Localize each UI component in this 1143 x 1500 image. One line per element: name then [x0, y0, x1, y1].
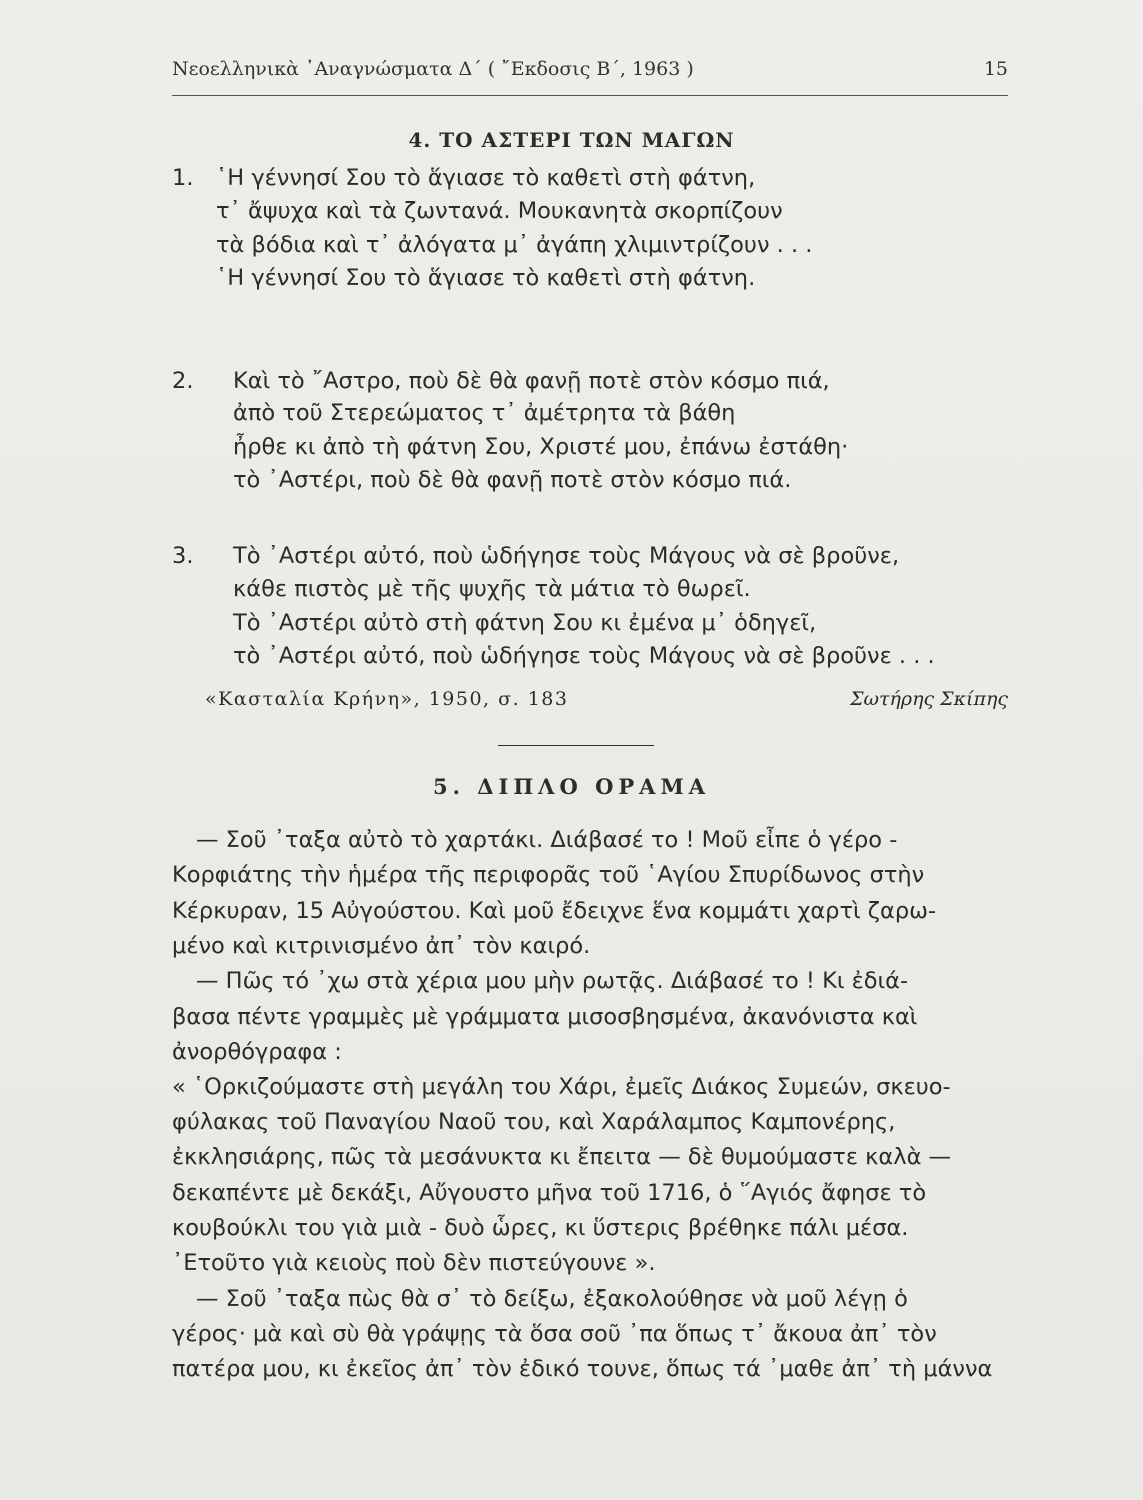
poem-line: ἀπὸ τοῦ Στερεώματος τ᾿ ἀμέτρητα τὰ βάθη [233, 400, 736, 426]
prose-line: μένο καὶ κιτρινισμένο ἀπ᾿ τὸν καιρό. [172, 933, 591, 959]
poem-line: τὸ ᾿Αστέρι αὐτό, ποὺ ὡδήγησε τοὺς Μάγους νὰ σὲ βροῦνε . . . [233, 643, 935, 669]
prose-line: Κορφιάτης τὴν ἡμέρα τῆς περιφορᾶς τοῦ ῾Αγίου Σπυρίδωνος στὴν [172, 862, 925, 888]
stanza-number: 1. [172, 165, 194, 191]
prose-line: φύλακας τοῦ Παναγίου Ναοῦ του, καὶ Χαράλαμπος Καμπονέρης, [172, 1109, 896, 1135]
story-title: 5. ΔΙΠΛΟ ΟΡΑΜΑ [433, 774, 710, 799]
poem-line: Τὸ ᾿Αστέρι αὐτό, ποὺ ὡδήγησε τοὺς Μάγους νὰ σὲ βροῦνε, [233, 543, 900, 569]
prose-line: πατέρα μου, κι ἐκεῖος ἀπ᾿ τὸν ἐδικό τουνε, ὅπως τά ᾿μαθε ἀπ᾿ τὴ μάννα [172, 1356, 993, 1382]
prose-line: « ῾Ορκιζούμαστε στὴ μεγάλη του Χάρι, ἐμεῖς Διάκος Συμεών, σκευο- [172, 1074, 951, 1100]
prose-line: ἀνορθόγραφα : [172, 1039, 342, 1065]
stanza-number: 2. [172, 368, 194, 394]
poem-line: κάθε πιστὸς μὲ τῆς ψυχῆς τὰ μάτια τὸ θωρεῖ. [233, 576, 751, 602]
prose-line: — Σοῦ ᾿ταξα πὼς θὰ σ᾿ τὸ δείξω, ἐξακολούθησε νὰ μοῦ λέγῃ ὁ [196, 1286, 908, 1312]
poem-line: Καὶ τὸ ῎Αστρο, ποὺ δὲ θὰ φανῇ ποτὲ στὸν κόσμο πιά, [233, 368, 830, 394]
poem-source: «Κασταλία Κρήνη», 1950, σ. 183 [205, 688, 569, 710]
poem-line: ἦρθε κι ἀπὸ τὴ φάτνη Σου, Χριστέ μου, ἐπάνω ἐστάθη· [233, 434, 849, 460]
prose-line: ἐκκλησιάρης, πῶς τὰ μεσάνυκτα κι ἔπειτα — δὲ θυμούμαστε καλὰ — [172, 1144, 952, 1170]
prose-line: κουβούκλι του γιὰ μιὰ - δυὸ ὧρες, κι ὕστερις βρέθηκε πάλι μέσα. [172, 1215, 909, 1241]
poem-line: ῾Η γέννησί Σου τὸ ἅγιασε τὸ καθετὶ στὴ φάτνη, [216, 165, 756, 191]
prose-line: δεκαπέντε μὲ δεκάξι, Αὔγουστο μῆνα τοῦ 1716, ὁ ῞Αγιός ἄφησε τὸ [172, 1180, 927, 1206]
stanza-number: 3. [172, 543, 194, 569]
header-rule [172, 95, 1008, 96]
poem-line: Τὸ ᾿Αστέρι αὐτὸ στὴ φάτνη Σου κι ἐμένα μ᾿ ὁδηγεῖ, [233, 610, 817, 636]
poem-title: 4. ΤΟ ΑΣΤΕΡΙ ΤΩΝ ΜΑΓΩΝ [408, 128, 735, 152]
poem-line: τὸ ᾿Αστέρι, ποὺ δὲ θὰ φανῇ ποτὲ στὸν κόσμο πιά. [233, 467, 792, 493]
section-separator [498, 745, 654, 746]
poem-author: Σωτήρης Σκίπης [850, 688, 1008, 710]
poem-line: ῾Η γέννησί Σου τὸ ἅγιασε τὸ καθετὶ στὴ φάτνη. [216, 265, 756, 291]
prose-line: — Σοῦ ᾿ταξα αὐτὸ τὸ χαρτάκι. Διάβασέ το ! Μοῦ εἶπε ὁ γέρο - [196, 827, 898, 853]
page-number: 15 [983, 58, 1008, 80]
poem-line: τ᾿ ἄψυχα καὶ τὰ ζωντανά. Μουκανητὰ σκορπίζουν [216, 198, 783, 224]
running-title: Νεοελληνικὰ ᾿Αναγνώσματα Δ΄ ( ῎Εκδοσις Β΄, 1963 ) [172, 58, 694, 80]
prose-line: βασα πέντε γραμμὲς μὲ γράμματα μισοσβησμένα, ἀκανόνιστα καὶ [172, 1004, 918, 1030]
poem-line: τὰ βόδια καὶ τ᾿ ἀλόγατα μ᾿ ἀγάπη χλιμιντρίζουν . . . [216, 232, 813, 258]
prose-line: γέρος· μὰ καὶ σὺ θὰ γράψῃς τὰ ὅσα σοῦ ᾿πα ὅπως τ᾿ ἄκουα ἀπ᾿ τὸν [172, 1321, 937, 1347]
prose-line: — Πῶς τό ᾿χω στὰ χέρια μου μὴν ρωτᾷς. Διάβασέ το ! Κι ἐδιά- [196, 968, 909, 994]
prose-line: Κέρκυραν, 15 Αὐγούστου. Καὶ μοῦ ἔδειχνε ἕνα κομμάτι χαρτὶ ζαρω- [172, 898, 937, 924]
prose-line: ᾿Ετοῦτο γιὰ κειοὺς ποὺ δὲν πιστεύγουνε ». [172, 1250, 656, 1276]
